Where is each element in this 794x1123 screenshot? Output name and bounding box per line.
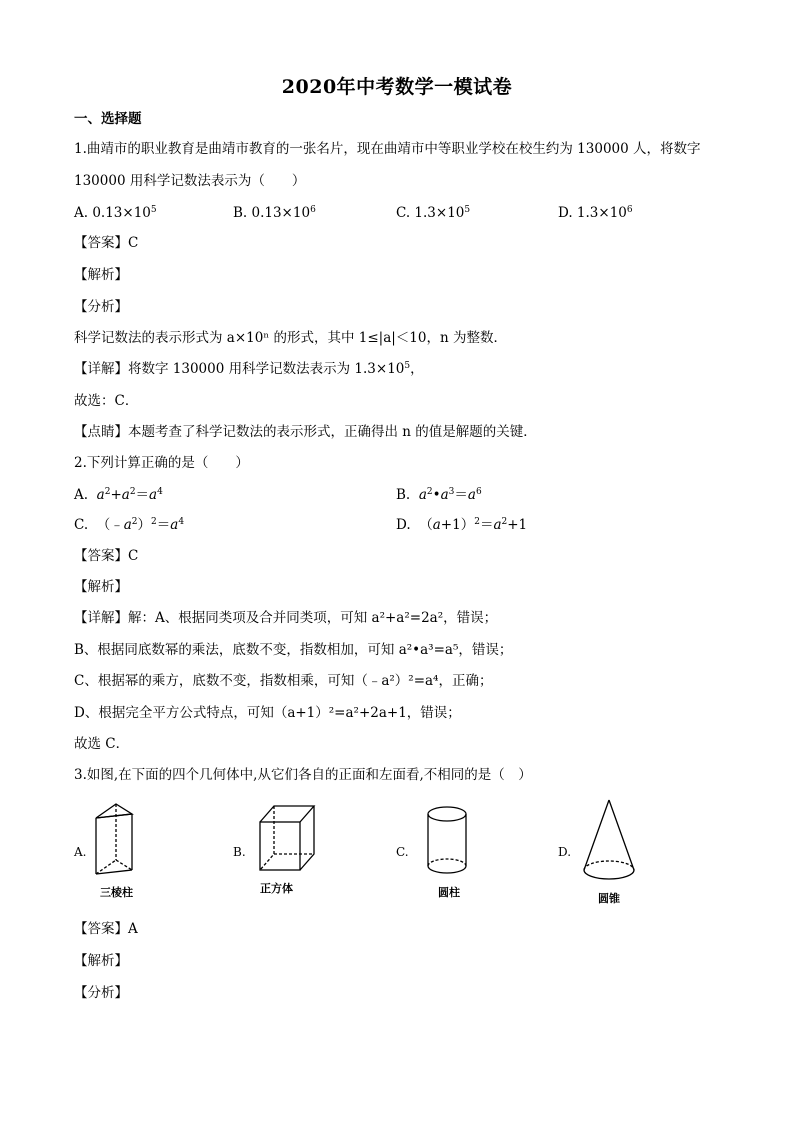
q1-text-line1: 1.曲靖市的职业教育是曲靖市教育的一张名片，现在曲靖市中等职业学校在校生约为 130000 人，将数字 [74,141,701,157]
q3-fenxi-tag: 【分析】 [74,985,128,1001]
q2-option-d: D. $(a+1)^2=a^2+1$ [396,517,528,533]
q3-figure-b-caption: 正方体 [260,882,293,895]
q1-option-d: D. $1.3\times 10^6$ [558,205,633,221]
q1-detail: 【详解】将数字 130000 用科学记数法表示为 $1.3\times 10^5$， [74,361,424,377]
cylinder-icon [424,804,470,878]
page-title: 2020年中考数学一模试卷 [281,76,513,98]
triangular-prism-icon [88,800,138,880]
q1-choose: 故选：C． [74,393,139,409]
q3-figure-b-label: B. [233,845,246,859]
q2-analysis-tag: 【解析】 [74,579,128,595]
q2-option-b: B. $a^2•a^3=a^6$ [396,487,482,503]
q1-answer: 【答案】C [74,235,139,251]
q2-detail-b: B、根据同底数幂的乘法，底数不变，指数相加，可知 a²•a³=a⁵，错误； [74,642,513,658]
q2-answer: 【答案】C [74,548,139,564]
q1-text-line2: 130000 用科学记数法表示为（ ） [74,173,306,189]
q2-option-c: C. $(﹣a^2)^2=a^4$ [74,517,185,533]
q3-answer: 【答案】A [74,921,138,937]
q1-option-a: A. $0.13\times 10^5$ [74,205,157,221]
q1-fenxi-tag: 【分析】 [74,299,128,315]
q1-fenxi-text: 科学记数法的表示形式为 a×10ⁿ 的形式，其中 1≤|a|＜10，n 为整数． [74,330,507,346]
q3-figure-c-label: C. [396,845,409,859]
cone-icon [580,796,638,888]
q1-comment: 【点睛】本题考查了科学记数法的表示形式，正确得出 n 的值是解题的关键． [74,424,537,440]
q2-choose: 故选 C． [74,736,130,752]
q3-text: 3.如图,在下面的四个几何体中,从它们各自的正面和左面看,不相同的是（ ） [74,767,532,783]
q1-analysis-tag: 【解析】 [74,267,128,283]
q2-text: 2.下列计算正确的是（ ） [74,455,249,471]
q3-analysis-tag: 【解析】 [74,953,128,969]
q2-option-a: A. $a^2+a^2=a^4$ [74,487,163,503]
q2-detail-c: C、根据幂的乘方，底数不变，指数相乘，可知（﹣a²）²=a⁴，正确； [74,673,493,689]
q2-detail-d: D、根据完全平方公式特点，可知（a+1）²=a²+2a+1，错误； [74,705,461,721]
q3-figure-d-caption: 圆锥 [598,892,620,905]
section-heading: 一、选择题 [74,111,142,127]
q1-option-c: C. $1.3\times 10^5$ [396,205,471,221]
q1-option-b: B. $0.13\times 10^6$ [233,205,316,221]
q2-detail-a: 【详解】解：A、根据同类项及合并同类项，可知 a²+a²=2a²，错误； [74,610,498,626]
q3-figure-d-label: D. [558,845,572,859]
q3-figure-c-caption: 圆柱 [438,886,460,899]
q3-figure-a-label: A. [74,845,87,859]
cube-icon [254,802,318,878]
q3-figure-a-caption: 三棱柱 [100,886,133,899]
